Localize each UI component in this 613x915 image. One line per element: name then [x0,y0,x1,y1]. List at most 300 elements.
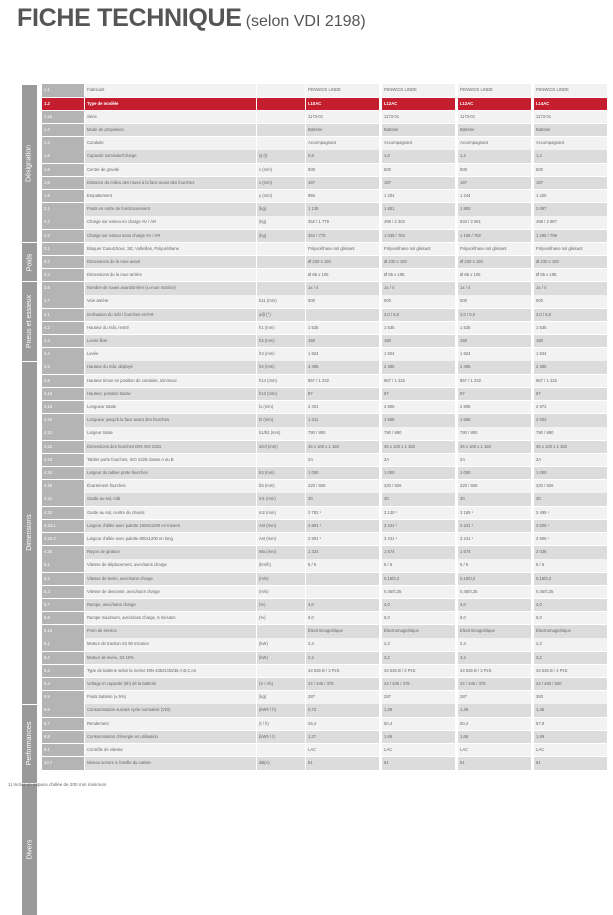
row-value: Ø 85 x 105 [534,269,607,281]
row-value: Électromagnétique [458,625,531,637]
row-value: 220 / 926 [306,480,379,492]
row-value: 150 [458,335,531,347]
row-value: 857 / 1 232 [382,375,455,387]
row-unit: y (mm) [257,190,305,202]
row-label: Rampe, avec/sans charge [85,599,256,611]
row-unit: Q (t) [257,150,305,162]
row-unit: b3 (mm) [257,467,305,479]
row-value: Polyuréthane sol glissant [306,243,379,255]
row-value: 534 / 2 561 [458,216,531,228]
row-label: Largeur totale [85,427,256,439]
row-value: 2 036 [534,546,607,558]
row-unit: (kWh / h) [257,704,305,716]
row-value: 0,45/0,35 [458,586,531,598]
row-value: 45 x 100 x 1 150 [534,441,607,453]
row-number: 4.15 [42,388,84,400]
row-value: L12AC [382,98,455,110]
row-number: 1.8 [42,177,84,189]
row-value: 43 535 B / 3 PzS [458,665,531,677]
row-value: 3,2 [534,652,607,664]
row-label: Série [85,111,256,123]
row-value: Ø 230 x 100 [458,256,531,268]
row-label: Vitesse de descente, avec/sans charge [85,586,256,598]
row-value: 0,72 [306,704,379,716]
row-value: 500 [458,164,531,176]
row-value: L14AC [534,98,607,110]
row-unit [257,111,305,123]
row-value: 24 / 345 / 375 [382,678,455,690]
row-value: 3 130 ¹ [382,507,455,519]
row-unit: x (mm) [257,177,305,189]
row-value: 4,0 [458,599,531,611]
row-value: 24 / 345 / 375 [458,678,531,690]
row-value: 2,2 [306,652,379,664]
row-unit: (V / Ah) [257,678,305,690]
row-number: 1.4 [42,137,84,149]
row-value: 1 801 [382,203,455,215]
row-number: 6.6 [42,704,84,716]
row-number: 4.22 [42,441,84,453]
row-label: Vitesse de levée, avec/sans charge [85,573,256,585]
row-value: L10AC [306,98,379,110]
row-unit: l2 (mm) [257,414,305,426]
row-value: Ø 85 x 105 [306,269,379,281]
row-value: 1 924 [458,348,531,360]
row-value: 1173-01 [458,111,531,123]
row-value: Électromagnétique [534,625,607,637]
row-value: 2 485 [306,361,379,373]
row-value: 43 535 B / 3 PzS [382,665,455,677]
row-value: 30 [306,493,379,505]
row-value: Accompagnant [458,137,531,149]
row-value: 50,4 [382,718,455,730]
row-value: 790 / 890 [458,427,531,439]
row-value: 50,4 [458,718,531,730]
row-label: Nombre de roues avant/arrière (x=roue motrice) [85,282,256,294]
row-value: 500 [306,295,379,307]
row-value: 1,39 [458,704,531,716]
row-unit [257,454,305,466]
row-value: 2 891 ¹ [306,520,379,532]
row-value: 500 [534,295,607,307]
row-value: 61 [382,757,455,769]
row-value: 1,27 [306,731,379,743]
row-value: 2 485 [382,361,455,373]
row-value: 2 485 [534,361,607,373]
row-value: 857 / 1 232 [306,375,379,387]
row-unit: (kg) [257,216,305,228]
row-number: 2.1 [42,203,84,215]
row-value: 1 000 [382,467,455,479]
row-label: Dimensions de la roue avant [85,256,256,268]
row-number: 4.31 [42,493,84,505]
row-number: 1.1 [42,84,84,96]
row-value: 220 / 926 [534,480,607,492]
row-value: 790 / 890 [534,427,607,439]
row-value: Accompagnant [306,137,379,149]
row-value: 57,9 [534,718,607,730]
row-value: 150 [306,335,379,347]
row-value: FENWICK LINDE [534,84,607,96]
row-value: 187 [306,177,379,189]
row-value: 87 [534,388,607,400]
row-value: 26,4 [306,718,379,730]
row-value: 43 535 B / 4 PzS [534,665,607,677]
row-value: 499 / 2 302 [382,216,455,228]
row-value: Électromagnétique [382,625,455,637]
row-label: Type de batterie selon la norme DIN 43531/35/36 A,B,C,no [85,665,256,677]
row-label: Consommation suivant cycle normalisé (VDI) [85,704,256,716]
footnote: 1) Inclus un espace d'allée de 200 mm minimum [8,782,107,787]
row-number: 1.3 [42,124,84,136]
row-value: Batterie [534,124,607,136]
row-value: 24 / 460 / 500 [534,678,607,690]
row-label: Moteur de traction S2 60 minutes [85,638,256,650]
row-value: 24 / 345 / 375 [306,678,379,690]
row-number: 10.7 [42,757,84,769]
row-value: 6,0 [382,612,455,624]
row-unit: (m/s) [257,573,305,585]
row-number: 4.25 [42,480,84,492]
row-value: 1 000 [306,467,379,479]
row-number: 6.8 [42,731,84,743]
row-value: 3 165 ¹ [458,507,531,519]
row-value: 352 / 1 779 [306,216,379,228]
row-value: 3 495 ¹ [534,507,607,519]
row-value: 1,2 [458,150,531,162]
row-value: 87 [306,388,379,400]
row-value: 1 108 / 782 [458,230,531,242]
row-value: 3,2 [382,652,455,664]
row-unit: (kg) [257,691,305,703]
row-label: Charge sur essieu en charge AV / AR [85,216,256,228]
row-value: 1 135 [306,203,379,215]
row-value: LAC [458,744,531,756]
row-value: 2 485 [458,361,531,373]
row-label: Longueur jusqu'à la face avant des fourches [85,414,256,426]
row-number: 6.7 [42,718,84,730]
row-label: Capacité nominale/Charge [85,150,256,162]
row-value: 1x / 4 [382,282,455,294]
row-value: 500 [382,295,455,307]
row-value: 0,15/0,3 [458,573,531,585]
section-label: Désignation [26,144,34,182]
row-value: 2A [306,454,379,466]
row-value: 1x / 4 [306,282,379,294]
row-value: 0,15/0,3 [534,573,607,585]
row-value: LAC [534,744,607,756]
row-value: 287 [382,691,455,703]
row-value: 1 674 [382,546,455,558]
row-label: Vitesse de déplacement, avec/sans charge [85,559,256,571]
row-value: 1173-01 [382,111,455,123]
row-value: 30 [382,493,455,505]
row-value: 150 [382,335,455,347]
page-title-main: FICHE TECHNIQUE [17,4,242,32]
row-value: 4,0 [382,599,455,611]
row-value: Électromagnétique [306,625,379,637]
row-value: 1,66 [458,731,531,743]
row-value: Ø 230 x 100 [306,256,379,268]
row-unit: (kg) [257,230,305,242]
row-unit [257,282,305,294]
row-number: 5.7 [42,599,84,611]
row-unit [257,269,305,281]
row-label: Poids batterie (± 5%) [85,691,256,703]
row-number: 2.2 [42,216,84,228]
section-label: Poids [25,253,33,271]
row-unit: b5 (mm) [257,480,305,492]
row-label: Contrôle de vitesse [85,744,256,756]
row-label: Hauteur du mât, déployé [85,361,256,373]
row-unit: s/e/l (mm) [257,441,305,453]
row-value: Batterie [306,124,379,136]
row-value: 1 039 / 762 [382,230,455,242]
row-number: 1.2a [42,111,84,123]
row-number: 4.4 [42,348,84,360]
row-value: 2A [382,454,455,466]
row-value: 61 [306,757,379,769]
row-value: 0,8 [306,150,379,162]
row-unit: b11 (mm) [257,295,305,307]
row-value: 3 241 ¹ [458,520,531,532]
row-number: 4.5 [42,361,84,373]
row-value: 1 924 [382,348,455,360]
row-number: 4.24 [42,467,84,479]
row-label: Mode de propulsion [85,124,256,136]
row-value: 287 [458,691,531,703]
row-value: 383 [534,691,607,703]
row-value: FENWICK LINDE [382,84,455,96]
row-value: 1 535 [382,322,455,334]
row-label: Longueur totale [85,401,256,413]
row-value: Accompagnant [534,137,607,149]
row-value: 3 605 ¹ [534,533,607,545]
row-value: 500 [306,164,379,176]
row-value: 1 535 [534,322,607,334]
row-value: 1 844 [534,348,607,360]
row-value: L12AC [458,98,531,110]
row-label: Hauteur, position basse [85,388,256,400]
row-unit [257,124,305,136]
row-value: 3 241 ¹ [458,533,531,545]
row-value: 2 972 [534,401,607,413]
row-unit: (%) [257,612,305,624]
row-value: 87 [382,388,455,400]
row-value: 2A [534,454,607,466]
row-value: 45 x 100 x 1 150 [306,441,379,453]
row-label: Empattement [85,190,256,202]
row-label: Conduite [85,137,256,149]
row-value: 2,3 [458,638,531,650]
row-label: Largeur du tablier porte fourches [85,467,256,479]
row-number: 6.1 [42,638,84,650]
row-value: 1 658 [458,414,531,426]
row-value: 220 / 926 [382,480,455,492]
row-value [306,309,379,321]
row-value: 1 883 [458,203,531,215]
row-value: 2,3 [306,638,379,650]
row-value: 1,45 [534,704,607,716]
section-label: Divers [26,839,34,860]
row-value [306,586,379,598]
row-number: 3.3 [42,269,84,281]
row-value: 857 / 1 232 [458,375,531,387]
row-value: 3 241 ¹ [382,533,455,545]
row-label: Dimensions de la roue arrière [85,269,256,281]
row-value: 1 420 [534,190,607,202]
row-value: 287 [306,691,379,703]
row-unit: m1 (mm) [257,493,305,505]
row-unit: (kWh / t) [257,731,305,743]
row-number: 4.9 [42,375,84,387]
row-label: Fabricant [85,84,256,96]
row-value: Ø 85 x 105 [382,269,455,281]
row-unit: dB(A) [257,757,305,769]
row-unit [257,744,305,756]
row-value: 187 [382,177,455,189]
row-unit: (kW) [257,638,305,650]
row-label: Poids en ordre de fonctionnement [85,203,256,215]
row-value: 790 / 890 [382,427,455,439]
row-number: 5.10 [42,625,84,637]
row-number: 3.1 [42,243,84,255]
row-number: 4.3 [42,335,84,347]
row-value: 2 806 [458,401,531,413]
row-value: Polyuréthane sol glissant [382,243,455,255]
row-value: 1x / 4 [534,282,607,294]
row-value: 2 022 [534,414,607,426]
row-value: 500 [534,164,607,176]
row-value: 1173-01 [306,111,379,123]
row-value: Polyuréthane sol glissant [534,243,607,255]
row-label: Voie arrière [85,295,256,307]
row-number: 4.21 [42,427,84,439]
row-number: 4.1 [42,309,84,321]
row-label: Garde au sol, centre du chariot [85,507,256,519]
row-value: 45 x 100 x 1 150 [458,441,531,453]
row-value: 1 000 [534,467,607,479]
row-value: 5 / 6 [458,559,531,571]
row-value: 6,0 [306,612,379,624]
row-value: 0,45/0,35 [382,586,455,598]
row-value: 2 806 [382,401,455,413]
row-label: Largeur d'allée avec palette 1000x1200 en travers [85,520,256,532]
page-title [17,4,366,33]
row-label: Rayon de giration [85,546,256,558]
row-unit: m2 (mm) [257,507,305,519]
row-number: 3.5 [42,282,84,294]
row-label: Distance du milieu des roues à la face avant des fourches [85,177,256,189]
row-unit [257,665,305,677]
row-number: 6.4 [42,678,84,690]
row-number: 6.3 [42,665,84,677]
row-number: 5.1 [42,559,84,571]
row-value: 87 [458,388,531,400]
row-value: 1,0 [382,150,455,162]
row-value: 1,89 [534,731,607,743]
row-value: 1x / 4 [458,282,531,294]
row-value: 5 / 6 [534,559,607,571]
row-unit: (%) [257,599,305,611]
row-value: 30 [534,493,607,505]
row-value: 1 658 [382,414,455,426]
row-value: 61 [534,757,607,769]
row-value: 2A [458,454,531,466]
row-number: 3.7 [42,295,84,307]
row-value: 0,15/0,3 [382,573,455,585]
row-value: 956 [306,190,379,202]
row-label: Type de modèle [85,98,256,110]
row-unit: h14 (mm) [257,375,305,387]
row-unit: (kg) [257,203,305,215]
row-label: Levée [85,348,256,360]
row-value: 5 / 6 [306,559,379,571]
row-value: 1 204 [382,190,455,202]
row-unit: h1 (mm) [257,322,305,334]
row-label: Bloquer Caoutchouc, SE, Vulkollan, Polyuréthane [85,243,256,255]
row-value: 500 [382,164,455,176]
row-number: 4.34.2 [42,533,84,545]
row-unit: Ast (mm) [257,533,305,545]
row-value: 1 311 [306,414,379,426]
row-unit: h3 (mm) [257,348,305,360]
row-label: Dimensions des fourches DIN ISO 2331 [85,441,256,453]
row-value [306,573,379,585]
row-value: 30 [458,493,531,505]
row-unit: (kW) [257,652,305,664]
row-value: 220 / 926 [458,480,531,492]
row-value: 187 [458,177,531,189]
row-value: 5 / 6 [382,559,455,571]
row-value: Polyuréthane sol glissant [458,243,531,255]
row-label: Charge sur essieu sans charge AV / AR [85,230,256,242]
row-value: Ø 230 x 100 [382,256,455,268]
row-number: 6.5 [42,691,84,703]
row-value: 61 [458,757,531,769]
row-label: Voltage et capacité (5h) de la batterie [85,678,256,690]
row-label: Tablier porte fourches, ISO 2328 classe A ou B [85,454,256,466]
row-label: Garde au sol, mât [85,493,256,505]
row-label: Niveau sonore à l'oreille du cariste [85,757,256,769]
row-number: 4.20 [42,414,84,426]
row-value: 1 295 / 796 [534,230,607,242]
row-value: LAC [382,744,455,756]
row-label: Écartement fourches [85,480,256,492]
row-value: 1,4 [534,150,607,162]
section-label: Pneus et essieux [26,294,34,349]
row-label: Largeur d'allée avec palette 800x1200 en long [85,533,256,545]
row-unit [257,243,305,255]
row-value: 3,0 / 6,0 [534,309,607,321]
row-unit [257,84,305,96]
row-unit: l1 (mm) [257,401,305,413]
row-value: 2 401 [306,401,379,413]
row-value: 1 324 [306,546,379,558]
row-value: 364 / 775 [306,230,379,242]
row-number: 4.2 [42,322,84,334]
page-title-sub: (selon VDI 2198) [245,13,366,30]
row-label: Moteur de levée, S3 15% [85,652,256,664]
row-value: 1 674 [458,546,531,558]
row-unit: Ast (mm) [257,520,305,532]
row-label: Rampe maximum, avec/sans charge, 5 minutes [85,612,256,624]
row-number: 4.19 [42,401,84,413]
row-number: 1.5 [42,150,84,162]
row-value: 0,45/0,35 [534,586,607,598]
row-unit [257,256,305,268]
row-value: 1 244 [458,190,531,202]
